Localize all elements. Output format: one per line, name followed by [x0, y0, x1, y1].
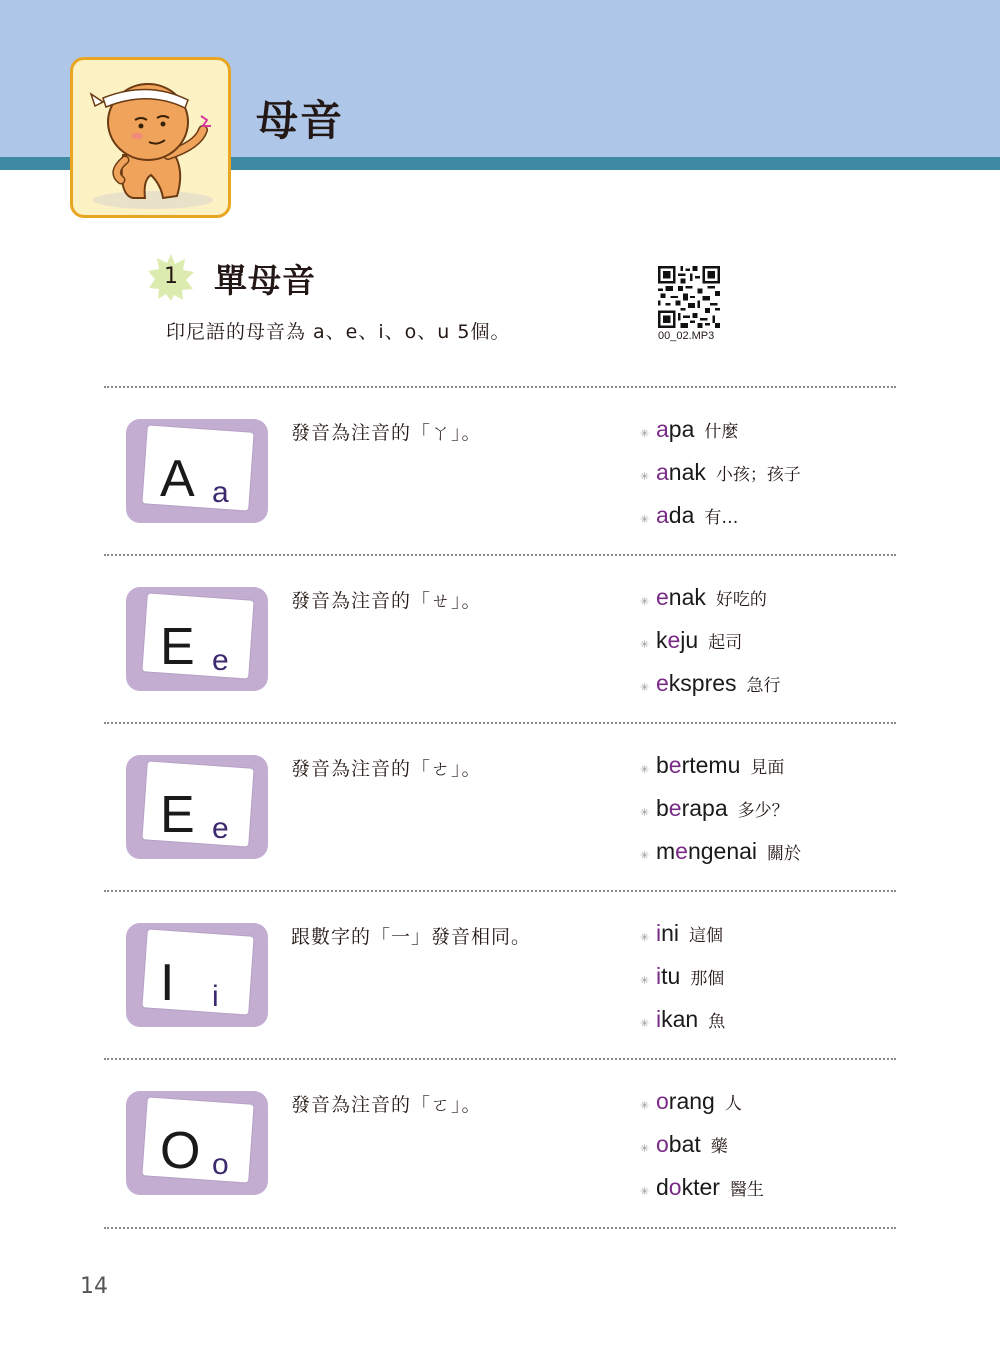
example-meaning: 小孩；孩子	[715, 465, 801, 485]
uppercase-letter: A	[160, 450, 195, 508]
example-word: anak	[656, 459, 706, 485]
example-meaning: 這個	[689, 926, 724, 946]
example-word: mengenai	[656, 838, 758, 864]
example-meaning: 人	[724, 1094, 742, 1114]
letter-card	[126, 1091, 268, 1195]
example-word: itu	[656, 963, 681, 989]
example-word: berapa	[656, 795, 728, 821]
bullet-star-icon: ✳	[640, 931, 650, 944]
example-item	[640, 963, 725, 1006]
example-word: ekspres	[656, 670, 737, 696]
vowel-row-a	[0, 386, 1000, 554]
bullet-star-icon: ✳	[640, 1099, 650, 1112]
lowercase-letter: i	[212, 980, 219, 1013]
example-item	[640, 459, 801, 502]
example-word: apa	[656, 416, 695, 442]
bullet-star-icon: ✳	[640, 681, 650, 694]
example-word: orang	[656, 1088, 715, 1114]
example-meaning: 有…	[704, 508, 739, 528]
bullet-star-icon: ✳	[640, 849, 650, 862]
example-meaning: 什麼	[704, 422, 739, 442]
qr-code-icon[interactable]	[658, 266, 720, 328]
example-meaning: 藥	[710, 1137, 728, 1157]
bullet-star-icon: ✳	[640, 1017, 650, 1030]
example-list	[640, 752, 801, 881]
example-meaning: 魚	[708, 1012, 726, 1032]
bullet-star-icon: ✳	[640, 1185, 650, 1198]
example-word: enak	[656, 584, 706, 610]
section-intro-text: 印尼語的母音為 a、e、i、o、u 5個。	[166, 321, 511, 343]
letter-card	[126, 923, 268, 1027]
lowercase-letter: o	[212, 1148, 229, 1181]
mascot-character-icon	[73, 60, 228, 215]
uppercase-letter: O	[160, 1122, 201, 1180]
example-meaning: 那個	[690, 969, 725, 989]
vowel-row-e-schwa	[0, 722, 1000, 890]
uppercase-letter: E	[160, 786, 195, 844]
example-word: bertemu	[656, 752, 741, 778]
pronunciation-description: 發音為注音的「ㄜ」。	[291, 758, 482, 780]
example-list	[640, 584, 781, 713]
example-word: keju	[656, 627, 699, 653]
letter-card	[126, 587, 268, 691]
example-item	[640, 416, 801, 459]
example-item	[640, 670, 781, 713]
divider	[104, 1227, 896, 1229]
example-list	[640, 1088, 764, 1217]
letter-card	[126, 755, 268, 859]
lowercase-letter: e	[212, 644, 229, 677]
lowercase-letter: a	[212, 476, 229, 509]
bullet-star-icon: ✳	[640, 763, 650, 776]
example-item	[640, 920, 725, 963]
bullet-star-icon: ✳	[640, 974, 650, 987]
example-word: ini	[656, 920, 680, 946]
uppercase-letter: I	[160, 954, 175, 1012]
section-number: 1	[164, 264, 178, 289]
example-item	[640, 584, 781, 627]
pronunciation-description: 跟數字的「一」發音相同。	[291, 926, 532, 948]
example-word: ikan	[656, 1006, 699, 1032]
pronunciation-description: 發音為注音的「ㄚ」。	[291, 422, 482, 444]
vowel-row-i	[0, 890, 1000, 1058]
pronunciation-description: 發音為注音的「ㄛ」。	[291, 1094, 482, 1116]
example-item	[640, 627, 781, 670]
example-item	[640, 1006, 725, 1049]
example-meaning: 急行	[746, 676, 781, 696]
example-meaning: 見面	[750, 758, 785, 778]
example-meaning: 關於	[767, 844, 802, 864]
vowel-row-e-open	[0, 554, 1000, 722]
bullet-star-icon: ✳	[640, 638, 650, 651]
bullet-star-icon: ✳	[640, 595, 650, 608]
example-word: ada	[656, 502, 695, 528]
bullet-star-icon: ✳	[640, 470, 650, 483]
section-title: 單母音	[214, 261, 316, 300]
pronunciation-description: 發音為注音的「ㄝ」。	[291, 590, 482, 612]
example-meaning: 多少？	[737, 801, 789, 821]
example-item	[640, 795, 801, 838]
bullet-star-icon: ✳	[640, 427, 650, 440]
page-number: 14	[80, 1274, 108, 1299]
example-meaning: 醫生	[729, 1180, 764, 1200]
example-word: obat	[656, 1131, 701, 1157]
uppercase-letter: E	[160, 618, 195, 676]
mascot-illustration	[70, 57, 231, 218]
example-item	[640, 752, 801, 795]
vowel-row-o	[0, 1058, 1000, 1226]
example-word: dokter	[656, 1174, 720, 1200]
lowercase-letter: e	[212, 812, 229, 845]
example-item	[640, 1174, 764, 1217]
bullet-star-icon: ✳	[640, 806, 650, 819]
example-item	[640, 1131, 764, 1174]
example-list	[640, 920, 725, 1049]
example-item	[640, 502, 801, 545]
example-meaning: 起司	[708, 633, 743, 653]
example-meaning: 好吃的	[715, 590, 767, 610]
chapter-title: 母音	[256, 96, 345, 145]
bullet-star-icon: ✳	[640, 1142, 650, 1155]
bullet-star-icon: ✳	[640, 513, 650, 526]
example-item	[640, 838, 801, 881]
example-list	[640, 416, 801, 545]
audio-file-label: 00_02.MP3	[658, 330, 715, 342]
letter-card	[126, 419, 268, 523]
example-item	[640, 1088, 764, 1131]
